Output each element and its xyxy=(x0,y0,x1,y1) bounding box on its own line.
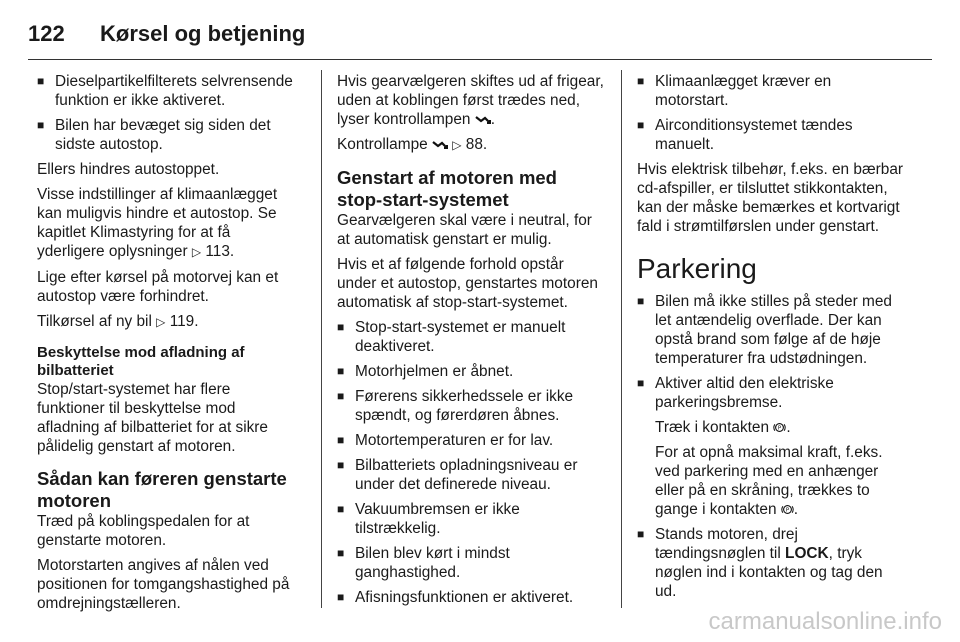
list-item: ■ Dieselpartikelfilterets selvrensende funktion er ikke aktiveret. xyxy=(37,72,301,110)
paragraph: Lige efter kørsel på motorvej kan et autostop være forhindret. xyxy=(37,269,279,305)
paragraph: Hvis et af følgende forhold opstår under et autostop, genstartes motoren automatisk af stop-start-systemet. xyxy=(337,256,598,311)
parking-brake-icon xyxy=(773,421,786,434)
autostop-conditions-list xyxy=(37,72,301,154)
stop-start-lamp-icon xyxy=(475,115,491,125)
paragraph: Træd på koblingspedalen for at genstarte motoren. xyxy=(37,513,250,549)
list-item: ■ Airconditionsystemet tændes manuelt. xyxy=(637,116,905,154)
parking-list xyxy=(637,292,905,412)
column-2 xyxy=(337,72,605,613)
page-title: Kørsel og betjening xyxy=(100,21,306,46)
list-item: ■ Bilen må ikke stilles på steder med let antændelig overflade. Der kan opstå brand som følge af de høje temperaturer fra udstødningen. xyxy=(637,292,905,368)
svg-text:P: P xyxy=(785,507,789,514)
paragraph: Visse indstillinger af klimaanlægget kan muligvis hindre et autostop. Se kapitlet Klimastyring for at få yderligere oplysninger ▷ 113. xyxy=(37,186,278,260)
paragraph: Motorstarten angives af nålen ved positionen for tomgangshastighed på omdrejningstælleren. xyxy=(37,557,290,612)
svg-text:P: P xyxy=(778,425,782,432)
list-item: ■ Førerens sikkerhedssele er ikke spændt, og førerdøren åbnes. xyxy=(337,387,605,425)
paragraph: Træk i kontakten P . xyxy=(655,419,791,436)
section-heading: Beskyttelse mod afladning af bilbatteriet xyxy=(37,344,245,379)
column-divider xyxy=(321,70,322,608)
restart-conditions-list xyxy=(337,318,605,607)
page-reference-link[interactable]: 119. xyxy=(169,313,199,330)
page-reference-link[interactable]: 88. xyxy=(465,136,488,153)
list-item: ■ Bilbatteriets opladningsniveau er under det definerede niveau. xyxy=(337,456,605,494)
paragraph: Hvis elektrisk tilbehør, f.eks. en bærbar cd-afspiller, er tilsluttet stikkontakten, kan der måske bemærkes et kortvarigt fald i strømtilførslen under genstart. xyxy=(637,161,904,235)
list-item: ■ Vakuumbremsen er ikke tilstrækkelig. xyxy=(337,500,605,538)
parking-list-cont xyxy=(637,525,905,601)
list-item: ■ Klimaanlægget kræver en motorstart. xyxy=(637,72,905,110)
reference-arrow-icon: ▷ xyxy=(452,138,462,152)
reference-arrow-icon: ▷ xyxy=(191,245,202,259)
parking-brake-icon xyxy=(781,503,794,516)
paragraph: Ellers hindres autostoppet. xyxy=(37,161,220,178)
list-item: ■ Motortemperaturen er for lav. xyxy=(337,431,605,450)
paragraph: Tilkørsel af ny bil ▷ 119. xyxy=(37,313,199,330)
section-heading: Genstart af motoren med stop-start-systemet xyxy=(337,167,557,210)
stop-start-lamp-icon xyxy=(432,140,448,150)
lock-position: LOCK xyxy=(785,545,829,562)
watermark: carmanualsonline.info xyxy=(708,608,942,635)
paragraph: Stop/start-systemet har flere funktioner til beskyttelse mod afladning af bilbatteriet for at sikre pålidelig genstart af motoren. xyxy=(37,381,268,455)
section-heading: Sådan kan føreren genstarte motoren xyxy=(37,468,287,511)
list-item: ■ Motorhjelmen er åbnet. xyxy=(337,362,605,381)
list-item: ■ Aktiver altid den elektriske parkeringsbremse. xyxy=(637,374,905,412)
page-header xyxy=(28,14,305,54)
column-3 xyxy=(637,72,905,607)
list-item: ■ Stop-start-systemet er manuelt deaktiveret. xyxy=(337,318,605,356)
column-divider xyxy=(621,70,622,608)
list-item: ■ Stands motoren, drej tændingsnøglen til LOCK, tryk nøglen ind i kontakten og tag den ud. xyxy=(637,525,905,601)
paragraph: Hvis gearvælgeren skiftes ud af frigear, uden at koblingen først trædes ned, lyser kontrollampen . xyxy=(337,73,604,128)
section-heading-parking: Parkering xyxy=(637,253,757,284)
list-item: ■ Bilen blev kørt i mindst ganghastighed. xyxy=(337,544,605,582)
list-item: ■ Afisningsfunktionen er aktiveret. xyxy=(337,588,605,607)
page-number: 122 xyxy=(28,21,65,46)
column-1 xyxy=(37,72,301,619)
paragraph: Gearvælgeren skal være i neutral, for at automatisk genstart er mulig. xyxy=(337,212,592,248)
restart-conditions-list-cont xyxy=(637,72,905,154)
list-item: ■ Bilen har bevæget sig siden det sidste autostop. xyxy=(37,116,301,154)
reference-arrow-icon: ▷ xyxy=(156,315,166,329)
page-reference-link[interactable]: 113. xyxy=(205,243,235,260)
paragraph: For at opnå maksimal kraft, f.eks. ved parkering med en anhænger eller på en skråning, trækkes to gange i kontakten P . xyxy=(655,444,883,518)
paragraph: Kontrollampe ▷ 88. xyxy=(337,136,488,153)
header-rule xyxy=(28,59,932,60)
